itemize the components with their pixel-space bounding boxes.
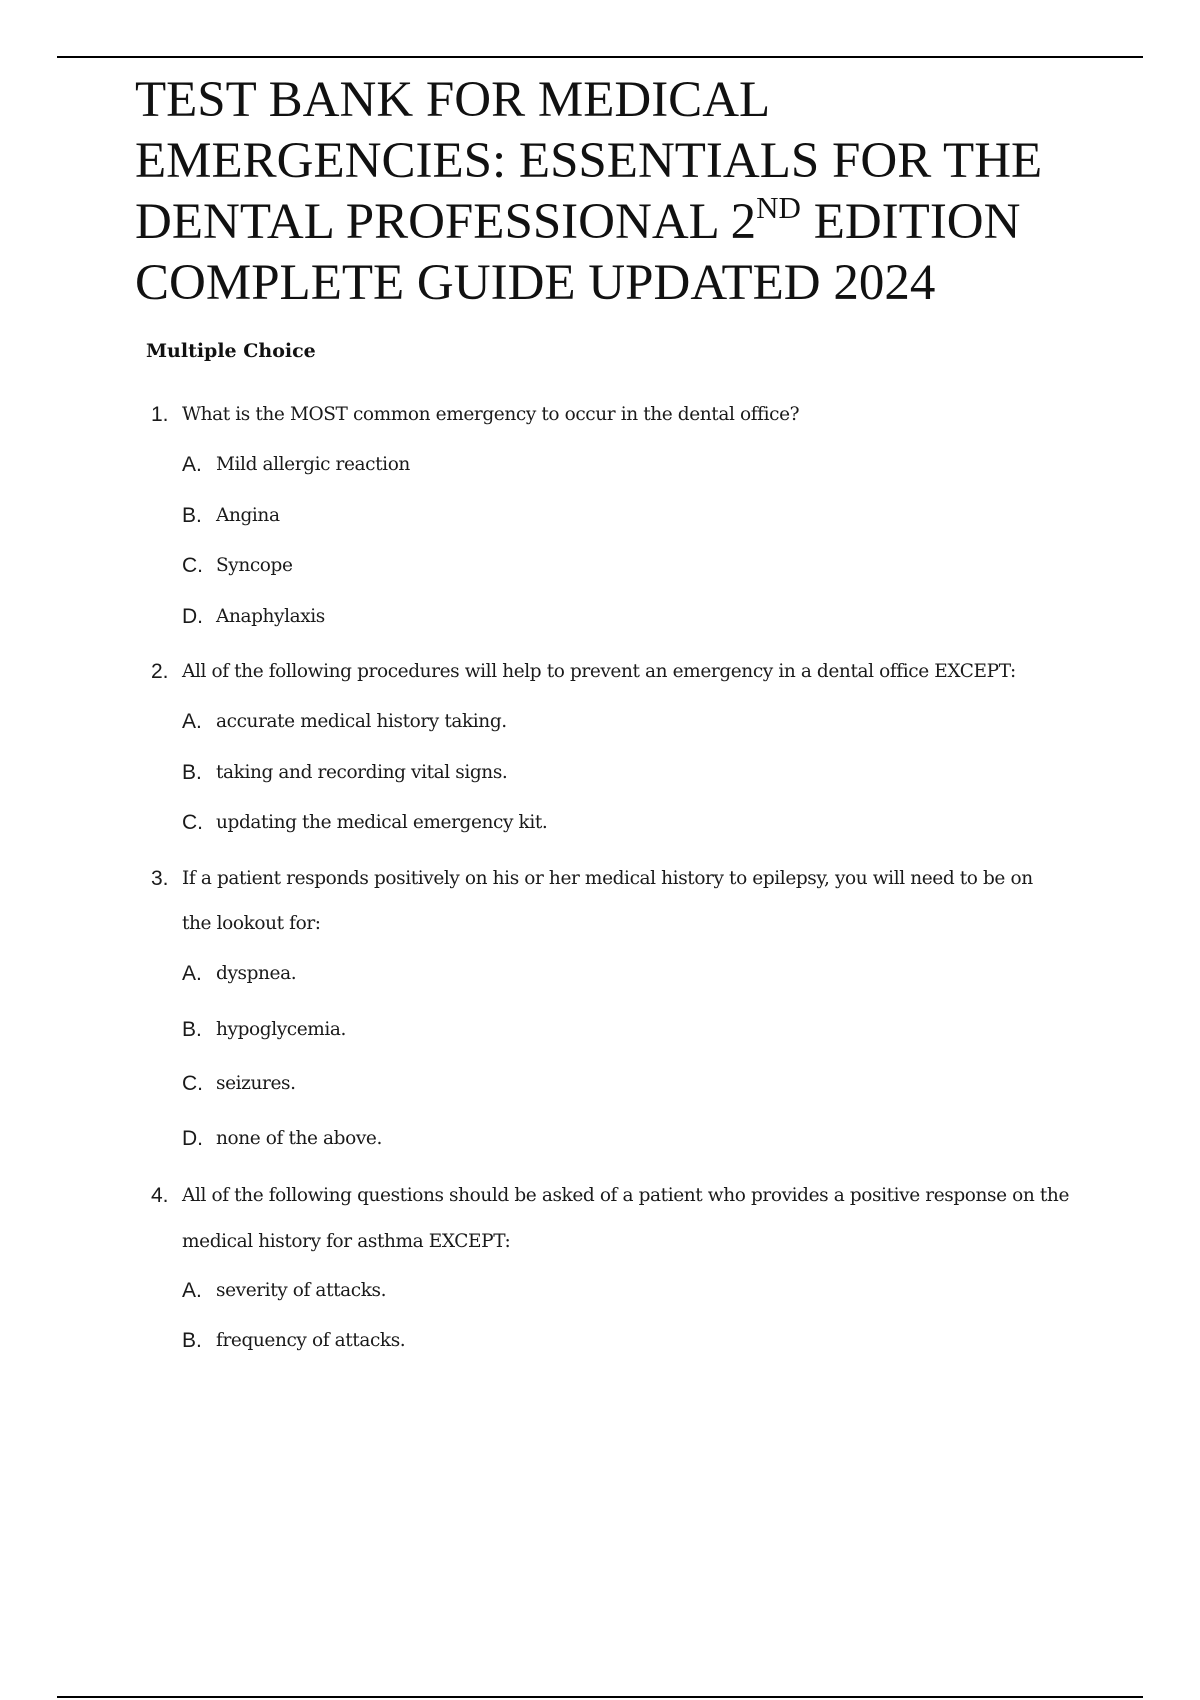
option-letter: A. (182, 710, 202, 733)
option-text: taking and recording vital signs. (216, 762, 508, 783)
option-letter: B. (182, 1018, 202, 1041)
option-text: hypoglycemia. (216, 1019, 347, 1040)
option-letter: D. (182, 1127, 203, 1150)
bottom-rule (57, 1696, 1143, 1698)
title-line-4: COMPLETE GUIDE UPDATED 2024 (135, 255, 936, 311)
option-letter: A. (182, 453, 202, 476)
option-text: Angina (216, 505, 280, 526)
question-text-continued: medical history for asthma EXCEPT: (182, 1231, 511, 1252)
title-line-1: TEST BANK FOR MEDICAL (135, 72, 771, 128)
option-letter: C. (182, 811, 203, 834)
title-line-3-suffix: EDITION (800, 194, 1021, 250)
question-text: If a patient responds positively on his or her medical history to epilepsy, you will need to be on (182, 868, 1033, 889)
option-text: accurate medical history taking. (216, 711, 507, 732)
question-text-continued: the lookout for: (182, 913, 321, 934)
question-number: 2. (151, 660, 169, 683)
option-letter: B. (182, 1329, 202, 1352)
title-line-3-text: DENTAL PROFESSIONAL 2 (135, 194, 757, 250)
question-text: All of the following questions should be asked of a patient who provides a positive response on the (182, 1185, 1069, 1206)
section-heading: Multiple Choice (146, 340, 316, 362)
option-text: dyspnea. (216, 963, 297, 984)
question-number: 3. (151, 867, 169, 890)
option-text: updating the medical emergency kit. (216, 812, 548, 833)
option-letter: A. (182, 1279, 202, 1302)
option-letter: C. (182, 554, 203, 577)
option-text: none of the above. (216, 1128, 382, 1149)
option-text: severity of attacks. (216, 1280, 387, 1301)
question-text: What is the MOST common emergency to occur in the dental office? (182, 404, 800, 425)
option-text: frequency of attacks. (216, 1330, 406, 1351)
option-text: Anaphylaxis (216, 606, 325, 627)
option-letter: B. (182, 761, 202, 784)
option-text: Syncope (216, 555, 293, 576)
question-number: 4. (151, 1184, 169, 1207)
option-text: seizures. (216, 1073, 296, 1094)
option-letter: B. (182, 504, 202, 527)
question-text: All of the following procedures will help to prevent an emergency in a dental office EXCEPT: (182, 661, 1016, 682)
title-line-2: EMERGENCIES: ESSENTIALS FOR THE (135, 133, 1043, 189)
title-superscript: ND (756, 190, 801, 225)
option-letter: D. (182, 605, 203, 628)
option-letter: C. (182, 1072, 203, 1095)
question-number: 1. (151, 403, 169, 426)
option-text: Mild allergic reaction (216, 454, 410, 475)
option-letter: A. (182, 962, 202, 985)
